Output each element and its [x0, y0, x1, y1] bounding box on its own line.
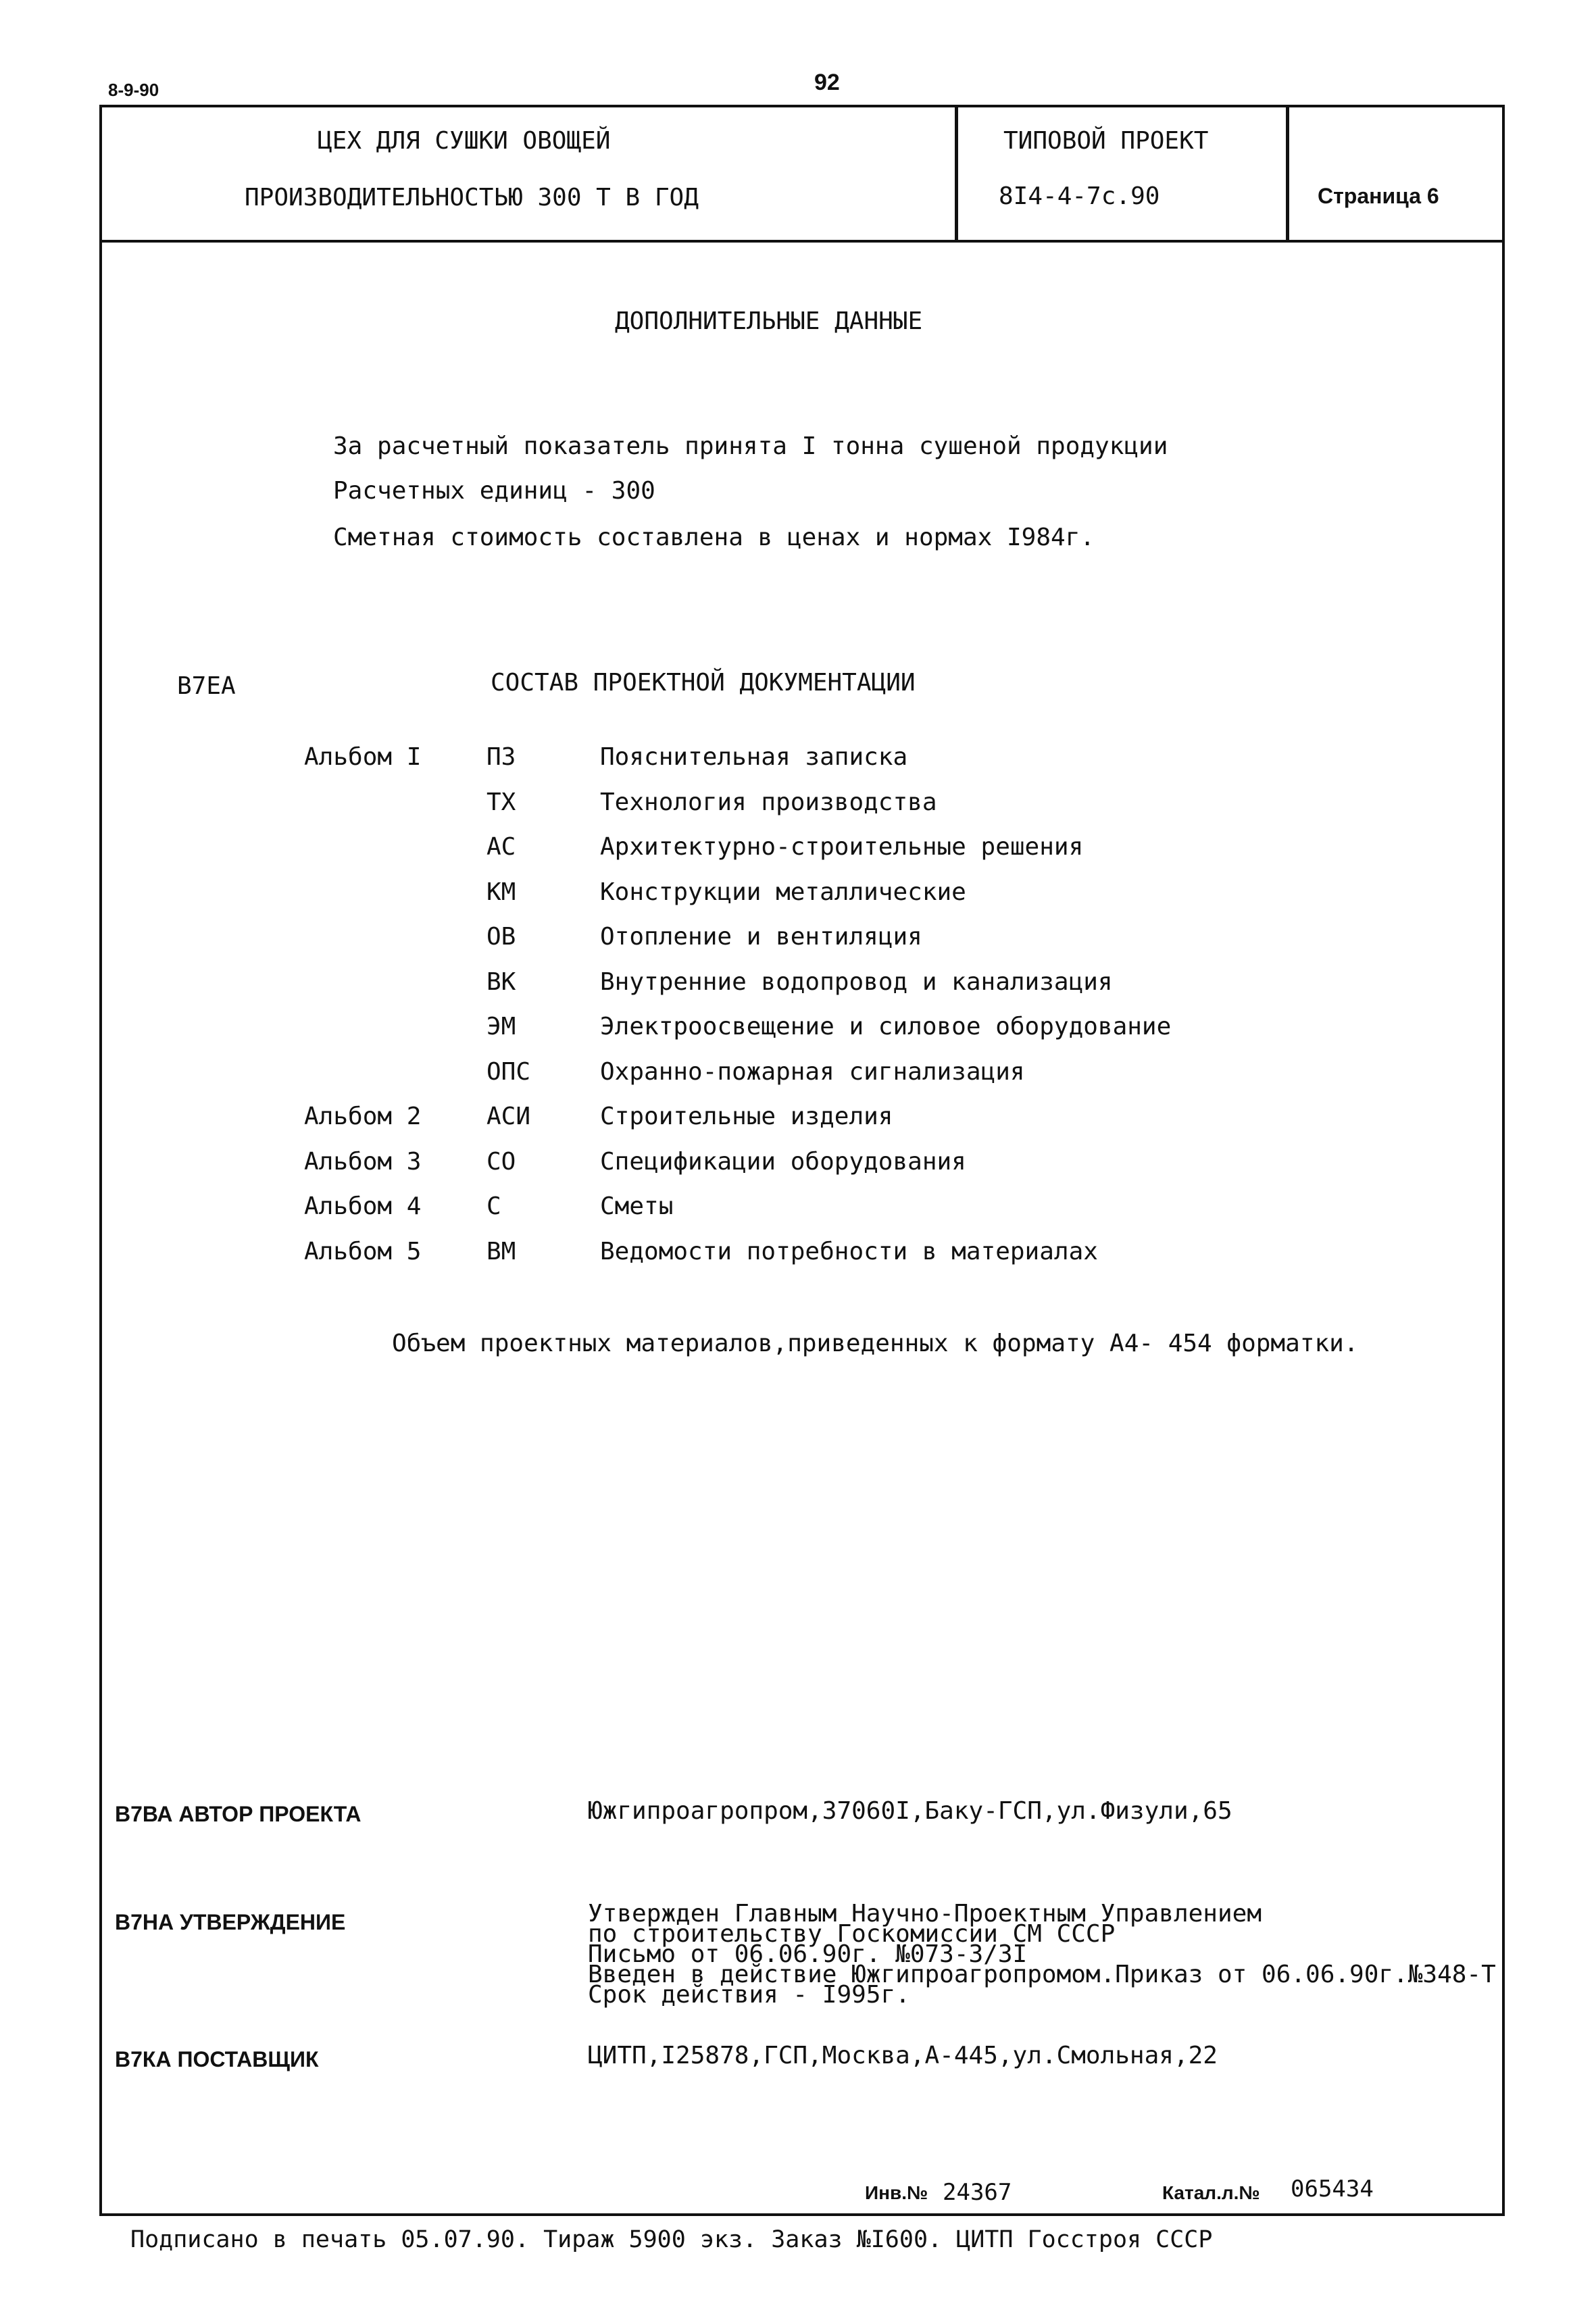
- section-abbr: ТХ: [487, 788, 516, 816]
- section-abbr: ВМ: [487, 1238, 516, 1265]
- section-abbr: ВК: [487, 968, 516, 996]
- supplier-value: ЦИТП,I25878,ГСП,Москва,А-445,ул.Смольная,22: [588, 2042, 1218, 2069]
- album-label: Альбом 5: [304, 1238, 422, 1265]
- page-number: 92: [814, 70, 840, 95]
- composition-heading: СОСТАВ ПРОЕКТНОЙ ДОКУМЕНТАЦИИ: [491, 669, 916, 697]
- title-line-1: ЦЕХ ДЛЯ СУШКИ ОВОЩЕЙ: [318, 127, 611, 155]
- section-name: Спецификации оборудования: [600, 1148, 966, 1176]
- approval-line-1: Утвержден Главным Научно-Проектным Управлением: [588, 1900, 1262, 1928]
- section-abbr: ПЗ: [487, 743, 516, 771]
- approval-label: В7НА УТВЕРЖДЕНИЕ: [115, 1910, 346, 1934]
- approval-block: [588, 1900, 1496, 2009]
- project-type: ТИПОВОЙ ПРОЕКТ: [1003, 127, 1209, 155]
- title-block-separator-1: [955, 105, 958, 240]
- section-name: Конструкции металлические: [600, 878, 966, 906]
- section-abbr: СО: [487, 1148, 516, 1176]
- date-stamp: 8-9-90: [108, 80, 159, 100]
- approval-line-3: Письмо от 06.06.90г. №073-3/3I: [588, 1940, 1028, 1968]
- inventory-number: 24367: [943, 2179, 1012, 2206]
- page-label: Страница 6: [1318, 184, 1439, 208]
- catalog-number: 065434: [1291, 2175, 1374, 2203]
- supplier-label: В7КА ПОСТАВЩИК: [115, 2047, 319, 2071]
- additional-line-3: Сметная стоимость составлена в ценах и нормах I984г.: [333, 524, 1095, 551]
- album-label: Альбом 4: [304, 1192, 422, 1220]
- title-block-divider: [99, 240, 1505, 243]
- section-abbr: ЭМ: [487, 1013, 516, 1040]
- section-name: Технология производства: [600, 788, 937, 816]
- catalog-label: Катал.л.№: [1162, 2182, 1260, 2203]
- print-imprint: Подписано в печать 05.07.90. Тираж 5900 экз. Заказ №I600. ЦИТП Госстроя СССР: [130, 2226, 1213, 2253]
- approval-line-5: Срок действия - I995г.: [588, 1981, 910, 2009]
- section-name: Электроосвещение и силовое оборудование: [600, 1013, 1172, 1040]
- section-name: Ведомости потребности в материалах: [600, 1238, 1098, 1265]
- section-abbr: С: [487, 1192, 501, 1220]
- section-name: Сметы: [600, 1192, 674, 1220]
- additional-heading: ДОПОЛНИТЕЛЬНЫЕ ДАННЫЕ: [615, 307, 923, 335]
- title-block-separator-2: [1286, 105, 1289, 240]
- additional-line-1: За расчетный показатель принята I тонна сушеной продукции: [333, 432, 1168, 460]
- section-abbr: КМ: [487, 878, 516, 906]
- section-name: Строительные изделия: [600, 1103, 893, 1130]
- section-name: Охранно-пожарная сигнализация: [600, 1058, 1025, 1086]
- author-value: Южгипроагропром,37060I,Баку-ГСП,ул.Физули,65: [588, 1797, 1232, 1825]
- additional-line-2: Расчетных единиц - 300: [333, 477, 655, 505]
- volume-note: Объем проектных материалов,приведенных к формату А4- 454 форматки.: [392, 1330, 1359, 1357]
- album-label: Альбом I: [304, 743, 422, 771]
- section-abbr: ОВ: [487, 923, 516, 951]
- author-label: В7ВА АВТОР ПРОЕКТА: [115, 1802, 361, 1826]
- approval-line-2: по строительству Госкомиссии СМ СССР: [588, 1920, 1116, 1948]
- section-name: Внутренние водопровод и канализация: [600, 968, 1113, 996]
- album-label: Альбом 2: [304, 1103, 422, 1130]
- section-name: Пояснительная записка: [600, 743, 908, 771]
- approval-line-4: Введен в действие Южгипроагропромом.Приказ от 06.06.90г.№348-Т: [588, 1961, 1496, 1988]
- inventory-label: Инв.№: [865, 2182, 928, 2203]
- section-abbr: ОПС: [487, 1058, 531, 1086]
- section-name: Отопление и вентиляция: [600, 923, 922, 951]
- section-abbr: АСИ: [487, 1103, 531, 1130]
- album-label: Альбом 3: [304, 1148, 422, 1176]
- composition-code: В7ЕА: [177, 672, 236, 700]
- section-name: Архитектурно-строительные решения: [600, 833, 1084, 861]
- title-line-2: ПРОИЗВОДИТЕЛЬНОСТЬЮ 300 Т В ГОД: [245, 184, 699, 211]
- project-code: 8I4-4-7с.90: [999, 182, 1160, 210]
- section-abbr: АС: [487, 833, 516, 861]
